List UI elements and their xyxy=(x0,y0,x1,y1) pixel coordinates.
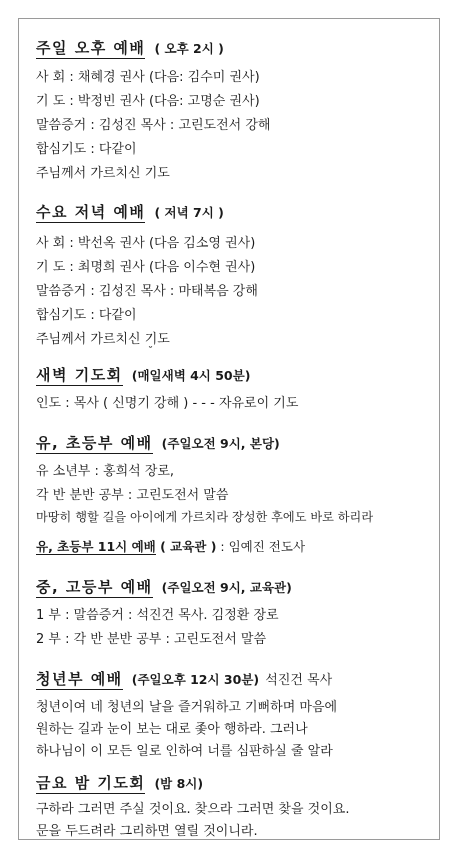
wednesday-line-2: 기 도 : 최명희 권사 (다음 이수현 권사) xyxy=(36,260,256,275)
middle-high-time: (주일오전 9시, 교육관) xyxy=(161,580,292,595)
wednesday-heading xyxy=(36,201,436,222)
kids-title: 유, 초등부 예배 xyxy=(36,434,153,452)
kids-sub-title: 유, 초등부 11시 예배 xyxy=(36,539,156,554)
dawn-line-1: 인도 : 목사 ( 신명기 강해 ) - - - 자유로이 기도 xyxy=(36,396,299,411)
wednesday-line-3: 말씀증거 : 김성진 목사 : 마태복음 강해 xyxy=(36,284,258,299)
friday-heading xyxy=(36,772,436,793)
friday-title: 금요 밤 기도회 xyxy=(36,774,146,792)
kids-sub-time: ( 교육관 ) xyxy=(160,539,217,554)
youth-line-2: 원하는 길과 눈이 보는 대로 좇아 행하라. 그러나 xyxy=(36,722,308,737)
wednesday-title: 수요 저녁 예배 xyxy=(36,203,146,221)
dawn-time: (매일새벽 4시 50분) xyxy=(131,368,251,383)
sunday-pm-time: ( 오후 2시 ) xyxy=(154,41,224,56)
youth-heading xyxy=(36,668,436,689)
sunday-pm-line-1: 사 회 : 채혜경 권사 (다음: 김수미 권사) xyxy=(36,70,260,85)
kids-sub-heading xyxy=(36,537,305,555)
sunday-pm-line-3: 말씀증거 : 김성진 목사 : 고린도전서 강해 xyxy=(36,118,271,133)
wednesday-time: ( 저녁 7시 ) xyxy=(154,205,224,220)
wednesday-line-5: 주님께서 가르치신 기도 xyxy=(36,332,170,347)
kids-line-3: 마땅히 행할 길을 아이에게 가르치라 장성한 후에도 바로 하리라 xyxy=(36,510,374,524)
sunday-pm-line-2: 기 도 : 박정빈 권사 (다음: 고명순 권사) xyxy=(36,94,260,109)
youth-title: 청년부 예배 xyxy=(36,670,123,688)
wednesday-line-1: 사 회 : 박선옥 권사 (다음 김소영 권사) xyxy=(36,236,256,251)
youth-line-1: 청년이여 네 청년의 날을 즐거워하고 기뻐하며 마음에 xyxy=(36,700,338,715)
sunday-pm-heading xyxy=(36,37,436,58)
kids-sub-tail: : 임예진 전도사 xyxy=(216,539,306,554)
friday-line-1: 구하라 그러면 주실 것이요. 찾으라 그러면 찾을 것이요. xyxy=(36,802,350,817)
sunday-pm-line-4: 합심기도 : 다같이 xyxy=(36,142,137,157)
youth-time: (주일오후 12시 30분) xyxy=(131,672,260,687)
kids-line-2: 각 반 분반 공부 : 고린도전서 말씀 xyxy=(36,488,229,503)
middle-high-title: 중, 고등부 예배 xyxy=(36,578,153,596)
sunday-pm-line-5: 주님께서 가르치신 기도 xyxy=(36,166,170,181)
middle-high-line-2: 2 부 : 각 반 분반 공부 : 고린도전서 말씀 xyxy=(36,632,267,647)
dawn-heading xyxy=(36,364,436,385)
sunday-pm-title: 주일 오후 예배 xyxy=(36,39,146,57)
kids-time: (주일오전 9시, 본당) xyxy=(161,436,280,451)
kids-line-1: 유 소년부 : 홍희석 장로, xyxy=(36,464,175,479)
friday-time: (밤 8시) xyxy=(154,776,204,791)
wednesday-line-4: 합심기도 : 다같이 xyxy=(36,308,137,323)
dawn-mark: ˘ xyxy=(148,346,153,357)
kids-heading xyxy=(36,432,436,453)
dawn-title: 새벽 기도회 xyxy=(36,366,123,384)
youth-pastor: 석진건 목사 xyxy=(261,673,333,688)
middle-high-heading xyxy=(36,576,436,597)
youth-line-3: 하나님이 이 모든 일로 인하여 너를 심판하실 줄 알라 xyxy=(36,744,333,759)
middle-high-line-1: 1 부 : 말씀증거 : 석진건 목사. 김정환 장로 xyxy=(36,608,279,623)
friday-line-2: 문을 두드려라 그리하면 열릴 것이니라. xyxy=(36,824,258,839)
